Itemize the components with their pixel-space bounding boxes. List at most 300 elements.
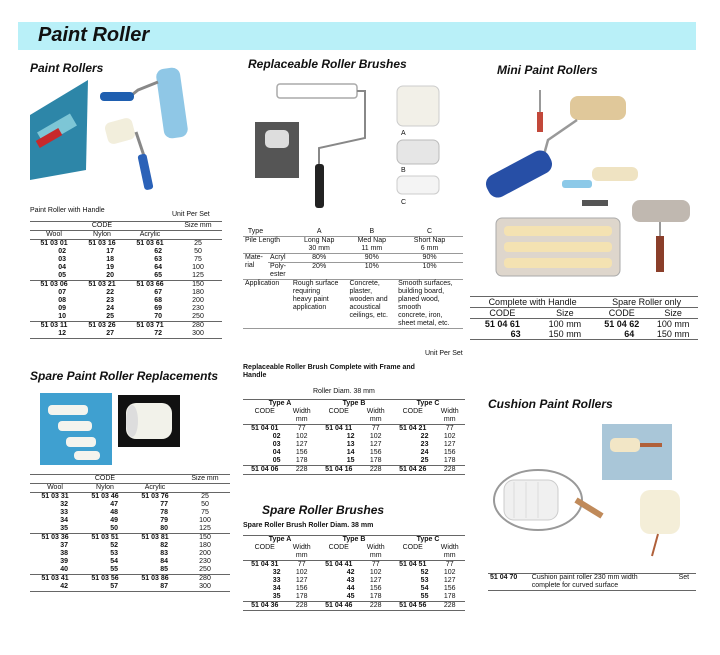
title-banner [18, 22, 696, 50]
nylon-code: 47 [110, 501, 118, 508]
table-row [243, 441, 465, 449]
wool-code: 51 03 31 [41, 493, 69, 500]
acrylic-code: 68 [154, 297, 162, 304]
width: 77 [371, 561, 380, 568]
code: 04 [272, 449, 281, 456]
code: 51 04 01 [251, 425, 279, 432]
code-col: CODE [243, 408, 287, 425]
wool-code: 10 [30, 313, 78, 322]
size: 25 [194, 240, 202, 247]
width: 77 [445, 561, 454, 568]
wool-code: 05 [30, 272, 78, 281]
size-header: Size mm [180, 475, 230, 484]
type-b-header: Type B [317, 400, 391, 409]
type-b-header: Type B [317, 536, 391, 545]
paint-roller-illustration [28, 60, 228, 195]
complete-brush-caption: Replaceable Roller Brush Complete with Frame and Handle [243, 364, 415, 379]
type-a-header: A [291, 228, 348, 237]
code: 35 [243, 593, 287, 602]
width: 77 [445, 425, 454, 432]
width: 156 [443, 585, 456, 592]
nylon-code: 50 [80, 525, 130, 534]
table-row [243, 585, 465, 593]
size-header: Size mm [174, 222, 222, 231]
code: 15 [317, 457, 361, 466]
width: 178 [434, 593, 465, 602]
table-row [243, 457, 465, 466]
nylon-code: 27 [78, 330, 126, 339]
size: 150 mm [648, 329, 698, 340]
nylon-code: 51 03 56 [91, 575, 119, 582]
width: 178 [360, 593, 390, 602]
mini-roller-illustration [482, 82, 702, 282]
code: 02 [272, 433, 281, 440]
code: 51 04 41 [325, 561, 353, 568]
code: 51 04 56 [391, 602, 435, 611]
acrylic-code: 51 03 61 [136, 240, 164, 247]
wool-code: 38 [60, 550, 68, 557]
width: 228 [287, 466, 317, 475]
table-row [243, 593, 465, 602]
nylon-code: 51 03 51 [91, 534, 119, 541]
code-col: CODE [391, 408, 435, 425]
acrylic-code: 77 [160, 501, 168, 508]
wool-code: 40 [30, 566, 80, 575]
table-row [470, 329, 698, 340]
width: 178 [287, 593, 317, 602]
width: 156 [369, 585, 382, 592]
acrylic-code: 51 03 76 [141, 493, 169, 500]
label-b: B [401, 167, 406, 174]
table-row [243, 433, 465, 441]
width: 127 [295, 441, 308, 448]
wool-code: 34 [60, 517, 68, 524]
acrylic-code: 85 [130, 566, 180, 575]
width-col: Width mm [434, 544, 465, 561]
wool-code: 35 [30, 525, 80, 534]
page-title: Paint Roller [38, 24, 150, 46]
unit-per-set: Unit Per Set [172, 211, 210, 218]
size: 230 [199, 558, 211, 565]
table-row [30, 501, 230, 509]
code: 52 [420, 569, 429, 576]
code: 51 04 11 [325, 425, 353, 432]
unit-per-set-2: Unit Per Set [425, 350, 463, 357]
table-row [30, 289, 222, 297]
width-col: Width mm [287, 408, 317, 425]
acrylic-code: 62 [154, 248, 162, 255]
nylon-code: 22 [106, 289, 114, 296]
label-c: C [401, 199, 407, 206]
acrylic-code: 80 [130, 525, 180, 534]
width: 228 [360, 602, 390, 611]
acrylic-header: Acrylic [130, 484, 180, 493]
width: 77 [297, 425, 306, 432]
spare-rollers-illustration [40, 393, 190, 468]
code: 24 [420, 449, 429, 456]
mini-rollers-table [470, 296, 698, 340]
size: 25 [201, 493, 209, 500]
acryl-c: 90% [396, 254, 463, 263]
code-col: CODE [595, 308, 648, 319]
spare-replacements-table [30, 474, 230, 592]
code: 51 04 51 [399, 561, 427, 568]
width: 228 [434, 466, 465, 475]
acrylic-code: 87 [130, 583, 180, 592]
code: 13 [346, 441, 355, 448]
table-row [30, 322, 222, 331]
table-row [30, 534, 230, 543]
wool-code: 51 03 06 [40, 281, 68, 288]
spare-brush-caption: Spare Roller Brush Roller Diam. 38 mm [243, 522, 374, 529]
acrylic-code: 82 [160, 542, 168, 549]
width: 156 [369, 449, 382, 456]
code: 51 04 21 [399, 425, 427, 432]
size: 125 [180, 525, 230, 534]
table-row [30, 558, 230, 566]
code: 51 04 61 [484, 319, 520, 329]
nylon-code: 57 [80, 583, 130, 592]
wool-code: 51 03 11 [40, 322, 68, 329]
size: 100 [199, 517, 211, 524]
type-c-header: Type C [391, 400, 465, 409]
wool-code: 37 [60, 542, 68, 549]
nylon-code: 17 [106, 248, 114, 255]
acrylic-code: 51 03 81 [141, 534, 169, 541]
code: 34 [272, 585, 281, 592]
complete-with-handle-header: Complete with Handle [470, 297, 595, 308]
acrylic-header: Acrylic [126, 231, 174, 240]
code-header: CODE [30, 222, 174, 231]
width: 178 [287, 457, 317, 466]
width: 102 [295, 569, 308, 576]
nylon-code: 18 [106, 256, 114, 263]
code: 51 04 16 [317, 466, 361, 475]
table-row [30, 517, 230, 525]
size: 50 [194, 248, 202, 255]
pile-c: Short Nap 6 mm [396, 237, 463, 254]
width: 156 [295, 449, 308, 456]
type-b-header: B [347, 228, 396, 237]
table-row [30, 297, 222, 305]
size: 100 mm [548, 319, 582, 329]
wool-header: Wool [30, 231, 78, 240]
width: 127 [443, 441, 456, 448]
code: 55 [391, 593, 435, 602]
size: 100 [192, 264, 204, 271]
complete-brush-body [243, 425, 465, 475]
acrylic-code: 78 [160, 509, 168, 516]
nylon-code: 23 [106, 297, 114, 304]
cushion-rollers-table [488, 573, 696, 591]
size: 200 [199, 550, 211, 557]
width: 228 [287, 602, 317, 611]
acrylic-code: 65 [126, 272, 174, 281]
acrylic-code: 79 [160, 517, 168, 524]
wool-code: 03 [58, 256, 66, 263]
table-row [30, 313, 222, 322]
paint-rollers-body [30, 240, 222, 339]
width: 156 [443, 449, 456, 456]
nylon-code: 52 [110, 542, 118, 549]
code: 51 04 31 [251, 561, 279, 568]
size-col: Size [535, 308, 596, 319]
code: 51 04 26 [391, 466, 435, 475]
width: 156 [295, 585, 308, 592]
acrylic-code: 84 [160, 558, 168, 565]
width: 102 [443, 433, 456, 440]
table-row [470, 319, 698, 330]
wool-code: 51 03 41 [41, 575, 69, 582]
table-row [30, 281, 222, 290]
code: 03 [272, 441, 281, 448]
code: 63 [470, 329, 535, 340]
type-a-header: Type A [243, 536, 317, 545]
table-row [30, 240, 222, 249]
acrylic-code: 69 [154, 305, 162, 312]
cushion-description: Cushion paint roller 230 mm width complete for curved surface [530, 574, 677, 591]
code: 43 [346, 577, 355, 584]
nylon-code: 24 [106, 305, 114, 312]
acrylic-code: 70 [126, 313, 174, 322]
code: 51 04 06 [243, 466, 287, 475]
table-row [30, 525, 230, 534]
spare-replacements-body [30, 493, 230, 592]
code: 51 04 62 [604, 319, 640, 329]
spare-replacements-title: Spare Paint Roller Replacements [30, 369, 219, 383]
wool-code: 32 [60, 501, 68, 508]
code: 51 04 36 [243, 602, 287, 611]
size: 50 [201, 501, 209, 508]
table-row [30, 305, 222, 313]
acrylic-code: 51 03 86 [141, 575, 169, 582]
nylon-code: 25 [78, 313, 126, 322]
size: 300 [180, 583, 230, 592]
cushion-rollers-title: Cushion Paint Rollers [488, 397, 613, 411]
type-c-header: Type C [391, 536, 465, 545]
nylon-code: 48 [110, 509, 118, 516]
cushion-roller-illustration [490, 420, 690, 560]
code-col: CODE [470, 308, 535, 319]
table-row [30, 566, 230, 575]
width: 102 [443, 569, 456, 576]
size: 180 [192, 289, 204, 296]
table-row [243, 425, 465, 434]
cushion-unit: Set [677, 574, 696, 591]
acryl-a: 80% [291, 254, 348, 263]
spare-brushes-title: Spare Roller Brushes [262, 503, 385, 517]
complete-brush-table [243, 399, 465, 475]
table-row [30, 575, 230, 584]
table-row [243, 569, 465, 577]
wool-code: 42 [30, 583, 80, 592]
size: 125 [174, 272, 222, 281]
type-c-header: C [396, 228, 463, 237]
table-row [30, 493, 230, 502]
replaceable-brushes-title: Replaceable Roller Brushes [248, 57, 407, 71]
nylon-code: 55 [80, 566, 130, 575]
type-a-header: Type A [243, 400, 317, 409]
code: 54 [420, 585, 429, 592]
width: 77 [371, 425, 380, 432]
size: 230 [192, 305, 204, 312]
nylon-code: 20 [78, 272, 126, 281]
size: 300 [174, 330, 222, 339]
size: 75 [194, 256, 202, 263]
nylon-code: 51 03 26 [88, 322, 116, 329]
table-row [30, 256, 222, 264]
code-header: CODE [30, 475, 180, 484]
nylon-code: 53 [110, 550, 118, 557]
brush-spec-table [243, 228, 463, 329]
roller-diam: Roller Diam. 38 mm [313, 388, 375, 395]
width: 127 [369, 441, 382, 448]
paint-roller-caption: Paint Roller with Handle [30, 207, 105, 214]
application-b: Concrete, plaster, wooden and acoustical ceilings, etc. [347, 280, 396, 329]
acryl-b: 90% [347, 254, 396, 263]
width-col: Width mm [360, 408, 390, 425]
acrylic-code: 83 [160, 550, 168, 557]
size: 280 [199, 575, 211, 582]
code-col: CODE [391, 544, 435, 561]
table-row [30, 583, 230, 592]
table-row [30, 330, 222, 339]
table-row [243, 577, 465, 585]
nylon-code: 51 03 16 [88, 240, 116, 247]
table-row [243, 466, 465, 475]
code: 25 [391, 457, 435, 466]
table-row [243, 602, 465, 611]
wool-code: 51 03 36 [41, 534, 69, 541]
code: 42 [346, 569, 355, 576]
size: 280 [192, 322, 204, 329]
width: 77 [297, 561, 306, 568]
replaceable-brush-illustration [255, 78, 455, 218]
table-row [30, 248, 222, 256]
code-col: CODE [243, 544, 287, 561]
size: 250 [174, 313, 222, 322]
size: 150 [199, 534, 211, 541]
poly-a: 20% [291, 263, 348, 280]
paint-rollers-title: Paint Rollers [30, 61, 104, 75]
size: 100 mm [656, 319, 690, 329]
acrylic-code: 72 [126, 330, 174, 339]
width-col: Width mm [434, 408, 465, 425]
wool-code: 39 [60, 558, 68, 565]
wool-code: 12 [30, 330, 78, 339]
pile-a: Long Nap 30 mm [291, 237, 348, 254]
code: 32 [272, 569, 281, 576]
pile-b: Med Nap 11 mm [347, 237, 396, 254]
width-col: Width mm [287, 544, 317, 561]
size: 180 [199, 542, 211, 549]
application-a: Rough surface requiring heavy paint application [291, 280, 348, 329]
code: 53 [420, 577, 429, 584]
code: 64 [595, 329, 648, 340]
wool-code: 08 [58, 297, 66, 304]
size: 150 mm [535, 329, 596, 340]
table-row [243, 449, 465, 457]
material-label: Mate- rial [243, 254, 268, 280]
wool-code: 09 [58, 305, 66, 312]
code: 23 [420, 441, 429, 448]
cushion-code: 51 04 70 [488, 574, 530, 591]
nylon-header: Nylon [80, 484, 130, 493]
code: 12 [346, 433, 355, 440]
wool-header: Wool [30, 484, 80, 493]
width: 127 [369, 577, 382, 584]
nylon-code: 51 03 46 [91, 493, 119, 500]
nylon-code: 19 [106, 264, 114, 271]
size: 75 [201, 509, 209, 516]
width: 228 [434, 602, 465, 611]
acryl-label: Acryl [268, 254, 291, 263]
application-c: Smooth surfaces, building board, planed wood, smooth concrete, iron, sheet metal, etc. [396, 280, 463, 329]
width-col: Width mm [360, 544, 390, 561]
code-col: CODE [317, 544, 361, 561]
type-header: Type [243, 228, 268, 237]
table-row [30, 542, 230, 550]
size: 250 [180, 566, 230, 575]
code-col: CODE [317, 408, 361, 425]
code: 33 [272, 577, 281, 584]
acrylic-code: 67 [154, 289, 162, 296]
width: 102 [369, 569, 382, 576]
label-a: A [401, 130, 406, 137]
application-label: Application [243, 280, 291, 329]
code: 44 [346, 585, 355, 592]
poly-c: 10% [396, 263, 463, 280]
nylon-code: 49 [110, 517, 118, 524]
wool-code: 04 [58, 264, 66, 271]
size: 200 [192, 297, 204, 304]
nylon-code: 54 [110, 558, 118, 565]
table-row [30, 509, 230, 517]
code: 51 04 46 [317, 602, 361, 611]
width: 178 [434, 457, 465, 466]
wool-code: 02 [58, 248, 66, 255]
width: 228 [360, 466, 390, 475]
wool-code: 51 03 01 [40, 240, 68, 247]
table-row [30, 264, 222, 272]
width: 102 [369, 433, 382, 440]
nylon-code: 51 03 21 [88, 281, 116, 288]
poly-b: 10% [347, 263, 396, 280]
spare-brush-body [243, 561, 465, 611]
spare-roller-only-header: Spare Roller only [595, 297, 698, 308]
wool-code: 33 [60, 509, 68, 516]
acrylic-code: 63 [154, 256, 162, 263]
width: 178 [360, 457, 390, 466]
size: 150 [192, 281, 204, 288]
table-row [30, 272, 222, 281]
spare-brush-table [243, 535, 465, 611]
acrylic-code: 51 03 66 [136, 281, 164, 288]
code: 05 [243, 457, 287, 466]
code: 22 [420, 433, 429, 440]
paint-rollers-table [30, 221, 222, 339]
table-row [30, 550, 230, 558]
mini-rollers-title: Mini Paint Rollers [497, 63, 598, 77]
nylon-header: Nylon [78, 231, 126, 240]
pile-length-label: Pile Length [243, 237, 291, 254]
acrylic-code: 64 [154, 264, 162, 271]
width: 127 [443, 577, 456, 584]
table-row [243, 561, 465, 570]
polyester-label: Poly- ester [268, 263, 291, 280]
code: 45 [317, 593, 361, 602]
acrylic-code: 51 03 71 [136, 322, 164, 329]
